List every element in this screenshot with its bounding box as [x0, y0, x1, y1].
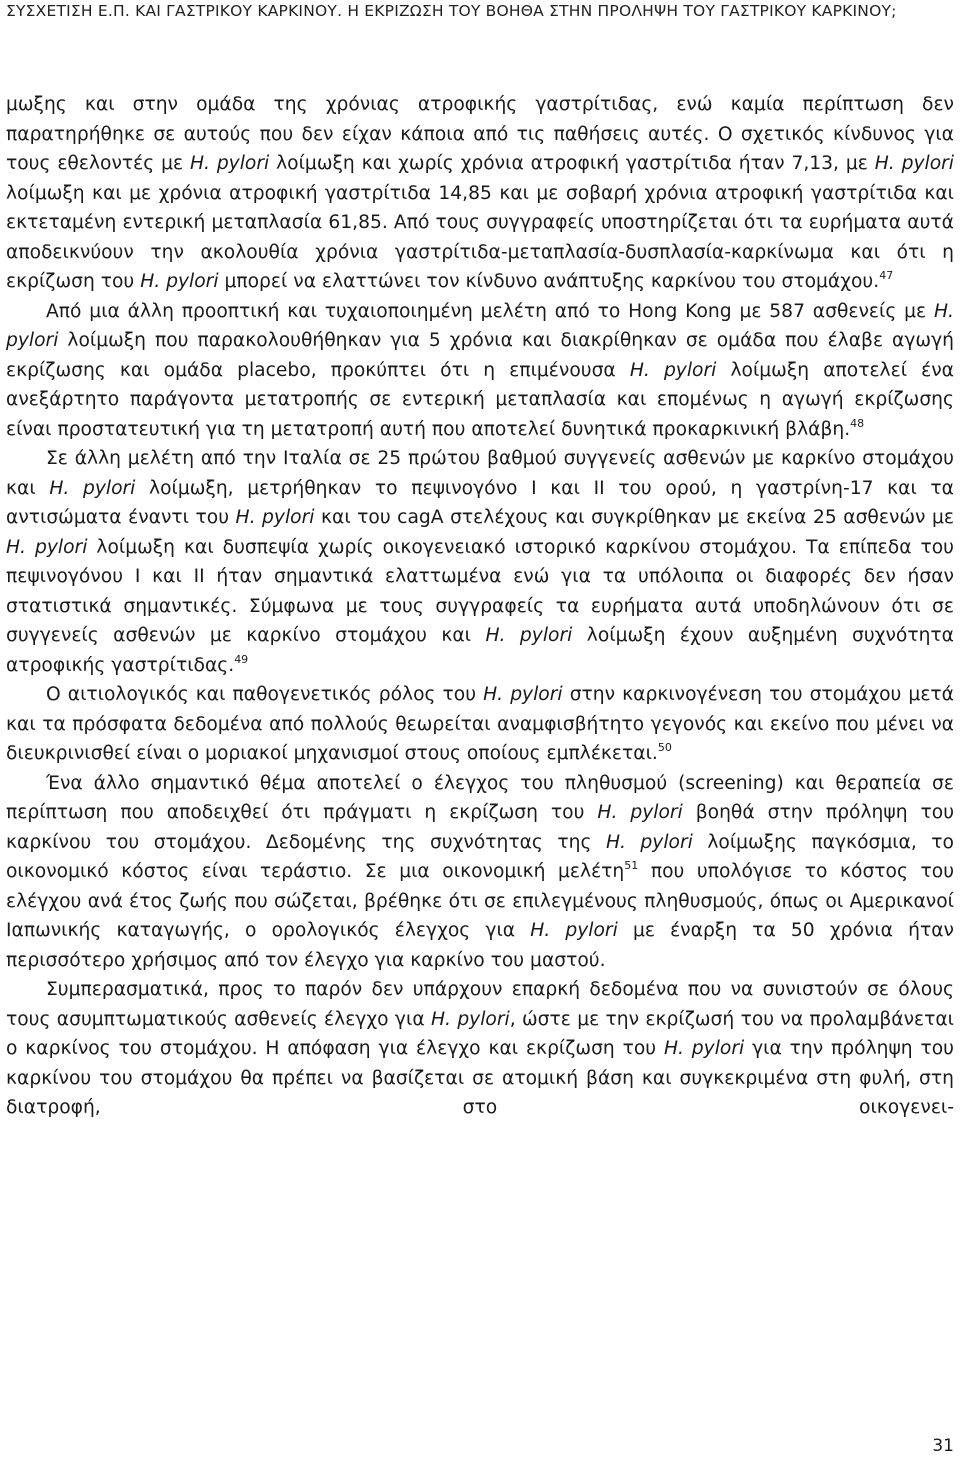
body-text [6, 90, 954, 1123]
species-name: H. pylori [6, 536, 88, 558]
citation-ref: 47 [879, 269, 894, 282]
paragraph-3: Σε άλλη μελέτη από την Ιταλία σε 25 πρώτου βαθμού συγγενείς ασθενών με καρκίνο στομάχου και H. pylori λοίμωξη, μετρήθηκαν το πεψινογόνο I και II του ορού, η γαστρίνη-17 και τα αντισώματα έναντι του H. pylori και του cagA στελέχους και συγκρίθηκαν με εκείνα 25 ασθενών με H. pylori λοίμωξη και δυσπεψία χωρίς οικογενειακό ιστορικό καρκίνου στομάχου. Τα επίπεδα του πεψινογόνου I και II ήταν σημαντικά ελαττωμένα ενώ για τα υπόλοιπα οι διαφορές δεν ήσαν στατιστικά σημαντικές. Σύμφωνα με τους συγγραφείς τα ευρήματα αυτά υποδηλώνουν ότι σε συγγενείς ασθενών με καρκίνο στομάχου και H. pylori λοίμωξη έχουν αυξημένη συχνότητα ατροφικής γαστρίτιδας.$^{49}$ [6, 448, 955, 676]
paragraph-4: Ο αιτιολογικός και παθογενετικός ρόλος του H. pylori στην καρκινογένεση του στομάχου μετά και τα πρόσφατα δεδομένα από πολλούς θεωρείται αναμφισβήτητο γεγονός και εκείνο που μένει να διευκρινισθεί είναι ο μοριακοί μηχανισμοί στους οποίους εμπλέκεται.$^{50}$ [6, 684, 954, 764]
species-name: H. pylori [629, 359, 717, 381]
paragraph-5: Ένα άλλο σημαντικό θέμα αποτελεί ο έλεγχος του πληθυσμού (screening) και θεραπεία σε περίπτωση που αποδειχθεί ότι πράγματι η εκρίζωση του H. pylori βοηθά στην πρόληψη του καρκίνου του στομάχου. Δεδομένης της συχνότητας της H. pylori λοίμωξης παγκόσμια, το οικονομικό κόστος είναι τεράστιο. Σε μια οικονομική μελέτη$^{51}$ που υπολόγισε το κόστος του ελέγχου ανά έτος ζωής που σώζεται, βρέθηκε ότι σε επιλεγμένους πληθυσμούς, όπως οι Αμερικανοί Ιαπωνικής καταγωγής, ο ορολογικός έλεγχος για H. pylori με έναρξη τα 50 χρόνια ήταν περισσότερο χρήσιμος από τον έλεγχο για καρκίνο του μαστού. [6, 772, 955, 971]
species-name: H. pylori [605, 831, 693, 853]
species-name: H. pylori [49, 477, 136, 499]
species-name: H. pylori [485, 625, 573, 646]
paragraph-6: Συμπερασματικά, προς το παρόν δεν υπάρχουν επαρκή δεδομένα που να συνιστούν σε όλους τους ασυμπτωματικούς ασθενείς έλεγχο για H. pylori, ώστε με την εκρίζωσή του να προλαμβάνεται ο καρκίνος του στομάχου. Η απόφαση για έλεγχο και εκρίζωση του H. pylori για την πρόληψη του καρκίνου του στομάχου θα πρέπει να βασίζεται σε ατομική βάση και συγκεκριμένα στη φυλή, στη διατροφή, στο οικογενει- [6, 979, 954, 1118]
species-name: H. pylori [235, 507, 315, 528]
citation-ref: 48 [850, 416, 865, 430]
species-name: H. pylori [530, 920, 618, 941]
species-name: H. pylori [6, 300, 954, 351]
species-name: H. pylori [597, 802, 683, 823]
species-name: H. pylori [430, 1008, 510, 1030]
paragraph-2: Από μια άλλη προοπτική και τυχαιοποιημένη μελέτη από το Hong Kong με 587 ασθενείς με H. pylori λοίμωξη που παρακολουθήθηκαν για 5 χρόνια και διακρίθηκαν σε ομάδα που έλαβε αγωγή εκρίζωσης και ομάδα placebo, προκύπτει ότι η επιμένουσα H. pylori λοίμωξη αποτελεί ένα ανεξάρτητο παράγοντα μετατροπής σε εντερική μεταπλασία και επομένως η αγωγή εκρίζωσης είναι προστατευτική για τη μετατροπή αυτή που αποτελεί δυνητικά προκαρκινική βλάβη.$^{48}$ [6, 300, 955, 440]
citation-ref: 49 [234, 652, 249, 666]
species-name: H. pylori [483, 684, 563, 705]
page-number: 31 [932, 1436, 954, 1456]
species-name: H. pylori [663, 1038, 745, 1059]
species-name: H. pylori [874, 153, 955, 174]
running-header: ΣΥΣΧΕΤΙΣΗ Ε.Π. ΚΑΙ ΓΑΣΤΡΙΚΟΥ ΚΑΡΚΙΝΟΥ. Η ΕΚΡΙΖΩΣΗ ΤΟΥ ΒΟΗΘΑ ΣΤΗΝ ΠΡΟΛΗΨΗ ΤΟΥ ΓΑΣΤΡΙΚΟΥ ΚΑΡΚΙΝΟΥ; [6, 2, 897, 20]
citation-ref: 50 [657, 741, 672, 754]
species-name: H. pylori [189, 153, 270, 174]
paragraph-1: μωξης και στην ομάδα της χρόνιας ατροφικής γαστρίτιδας, ενώ καμία περίπτωση δεν παρατηρήθηκε σε αυτούς που δεν είχαν κάποια από τις παθήσεις αυτές. Ο σχετικός κίνδυνος για τους εθελοντές με H. pylori λοίμωξη και χωρίς χρόνια ατροφική γαστρίτιδα ήταν 7,13, με H. pylori λοίμωξη και με χρόνια ατροφική γαστρίτιδα 14,85 και με σοβαρή χρόνια ατροφική γαστρίτιδα και εκτεταμένη εντερική μεταπλασία 61,85. Από τους συγγραφείς υποστηρίζεται ότι τα ευρήματα αυτά αποδεικνύουν την ακολουθία χρόνια γαστρίτιδα-μεταπλασία-δυσπλασία-καρκίνωμα και ότι η εκρίζωση του H. pylori μπορεί να ελαττώνει τον κίνδυνο ανάπτυξης καρκίνου του στομάχου.$^{47}$ [6, 94, 955, 292]
citation-ref: 51 [624, 859, 639, 872]
species-name: H. pylori [140, 271, 219, 292]
